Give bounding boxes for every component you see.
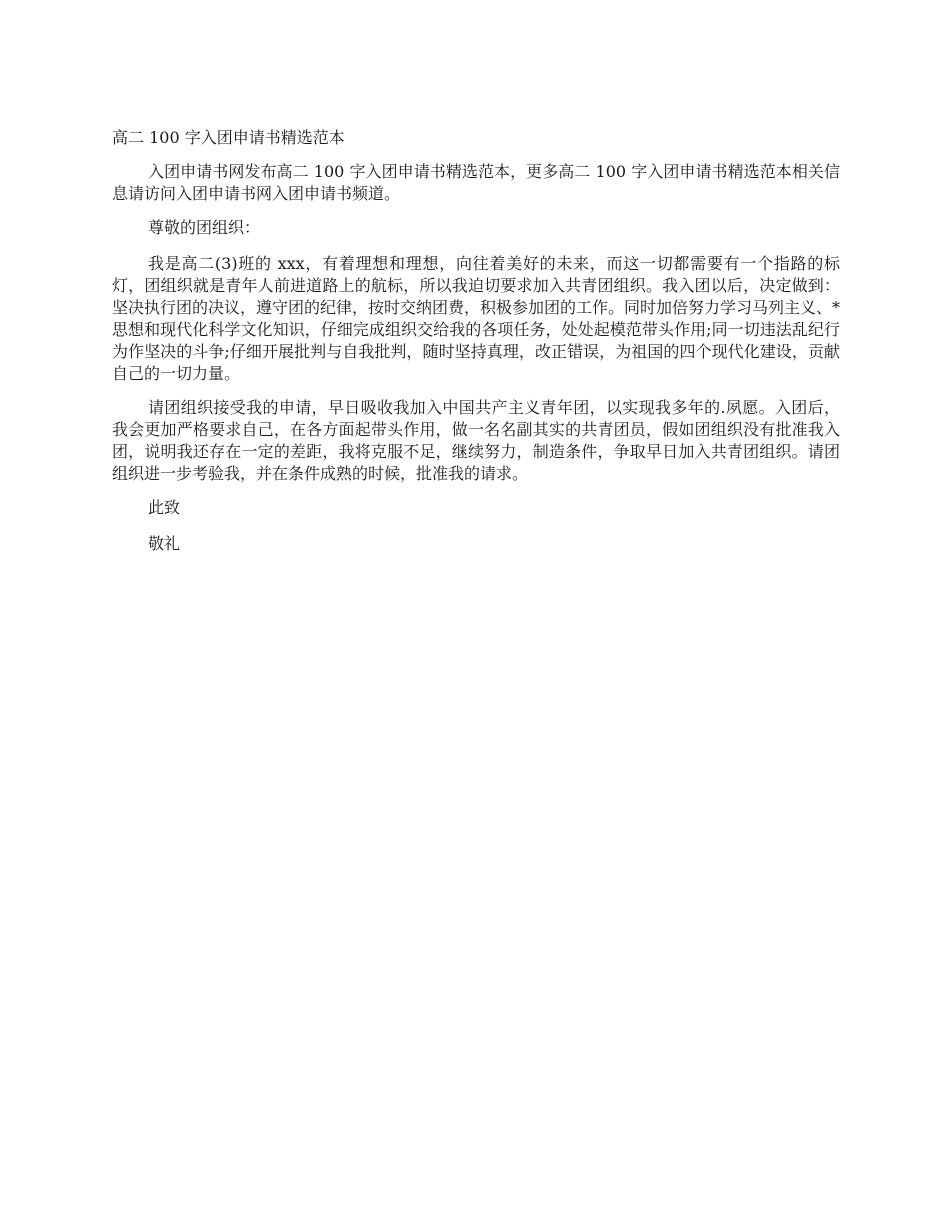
salutation: 尊敬的团组织： <box>148 218 261 237</box>
closing-line-1: 此致 <box>148 498 181 517</box>
intro-paragraph: 入团申请书网发布高二 100 字入团申请书精选范本，更多高二 100 字入团申请书精选范本相关信息请访问入团申请书网入团申请书频道。 <box>112 162 840 203</box>
body-paragraph-2: 请团组织接受我的申请，早日吸收我加入中国共产主义青年团，以实现我多年的.夙愿。入团后，我会更加严格要求自己，在各方面起带头作用，做一名名副其实的共青团员，假如团组织没有批准我入团，说明我还存在一定的差距，我将克服不足，继续努力，制造条件，争取早日加入共青团组织。请团组织进一步考验我，并在条件成熟的时候，批准我的请求。 <box>112 398 840 483</box>
document-title: 高二 100 字入团申请书精选范本 <box>112 128 345 147</box>
document-page <box>112 125 840 569</box>
closing-line-2: 敬礼 <box>148 534 181 553</box>
body-paragraph-1: 我是高二(3)班的 xxx，有着理想和理想，向往着美好的未来，而这一切都需要有一个指路的标灯，团组织就是青年人前进道路上的航标，所以我迫切要求加入共青团组织。我入团以后，决定做到：坚决执行团的决议，遵守团的纪律，按时交纳团费，积极参加团的工作。同时加倍努力学习马列主义、*思想和现代化科学文化知识，仔细完成组织交给我的各项任务，处处起模范带头作用;同一切违法乱纪行为作坚决的斗争;仔细开展批判与自我批判，随时坚持真理，改正错误，为祖国的四个现代化建设，贡献自己的一切力量。 <box>112 254 841 383</box>
